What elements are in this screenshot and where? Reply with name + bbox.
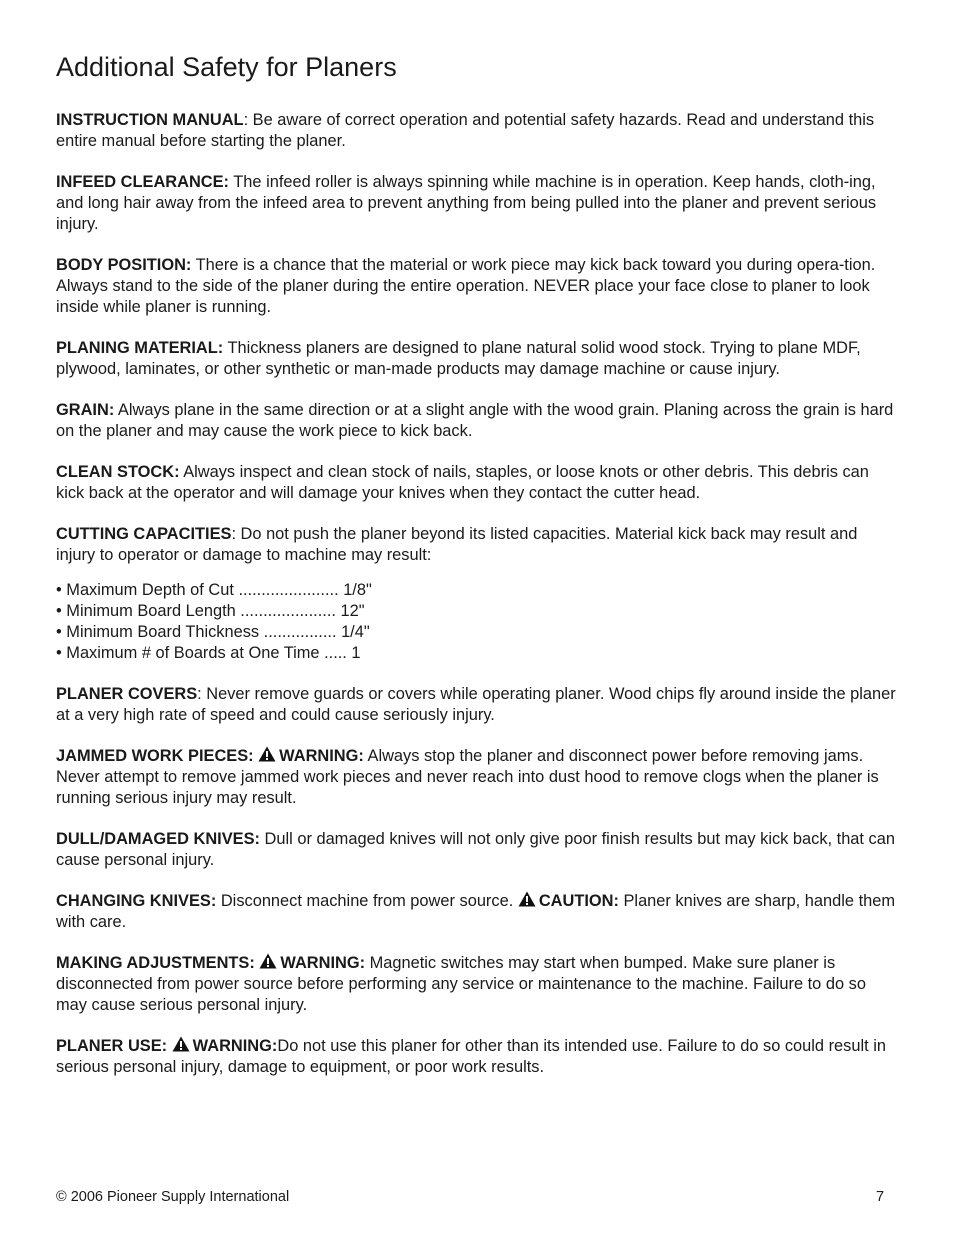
instruction-manual-label: INSTRUCTION MANUAL <box>56 111 244 129</box>
jammed-work-pieces-paragraph <box>56 746 901 809</box>
list-item: • Minimum Board Length ..................... 12" <box>56 602 365 620</box>
warning-triangle-icon <box>259 953 277 969</box>
cutting-capacities-text: : Do not push the planer beyond its listed capacities. Material kick back may result and injury to operator or damage to machine may result: <box>56 525 858 564</box>
safety-content <box>56 110 901 1098</box>
planing-material-text: Thickness planers are designed to plane natural solid wood stock. Trying to plane MDF, plywood, laminates, or other synthetic or man-made products may damage machine or cause injury. <box>56 339 861 378</box>
changing-knives-paragraph <box>56 891 901 933</box>
infeed-clearance-text: The infeed roller is always spinning while machine is in operation. Keep hands, cloth-ing, and long hair away from the infeed area to prevent anything from being pulled into the planer and prevent serious injury. <box>56 173 877 233</box>
clean-stock-label: CLEAN STOCK: <box>56 463 180 481</box>
jammed-work-pieces-label: JAMMED WORK PIECES: <box>56 747 254 765</box>
planing-material-label: PLANING MATERIAL: <box>56 339 224 357</box>
instruction-manual-paragraph <box>56 110 901 152</box>
body-position-label: BODY POSITION: <box>56 256 192 274</box>
body-position-text: There is a chance that the material or work piece may kick back toward you during opera-tion. Always stand to the side of the planer during the entire operation. NEVER place your face close to planer to look inside while planer is running. <box>56 256 876 316</box>
making-adjustments-warning-label: WARNING: <box>280 954 366 972</box>
making-adjustments-text: Magnetic switches may start when bumped. Make sure planer is disconnected from power source before performing any service or maintenance to the machine. Failure to do so may cause serious personal injury. <box>56 954 866 1014</box>
list-item: • Maximum # of Boards at One Time ..... 1 <box>56 644 361 662</box>
infeed-clearance-paragraph <box>56 172 901 235</box>
clean-stock-paragraph <box>56 462 901 504</box>
list-item: • Minimum Board Thickness ................ 1/4" <box>56 623 370 641</box>
planer-use-warning-label: WARNING: <box>192 1037 278 1055</box>
grain-label: GRAIN: <box>56 401 115 419</box>
warning-triangle-icon <box>258 746 276 762</box>
jammed-work-pieces-text: Always stop the planer and disconnect power before removing jams. Never attempt to remove jammed work pieces and never reach into dust hood to remove clogs when the planer is running serious injury may result. <box>56 747 879 807</box>
making-adjustments-label: MAKING ADJUSTMENTS: <box>56 954 255 972</box>
grain-text: Always plane in the same direction or at a slight angle with the wood grain. Planing across the grain is hard on the planer and may cause the work piece to kick back. <box>56 401 894 440</box>
capacities-list <box>56 580 901 664</box>
infeed-clearance-label: INFEED CLEARANCE: <box>56 173 230 191</box>
list-item: • Maximum Depth of Cut ...................... 1/8" <box>56 581 372 599</box>
footer-copyright: © 2006 Pioneer Supply International <box>56 1189 290 1205</box>
dull-damaged-knives-text: Dull or damaged knives will not only give poor finish results but may kick back, that can cause personal injury. <box>56 830 895 869</box>
making-adjustments-paragraph <box>56 953 901 1016</box>
planer-use-text: Do not use this planer for other than its intended use. Failure to do so could result in serious personal injury, damage to equipment, or poor work results. <box>56 1037 886 1076</box>
grain-paragraph <box>56 400 901 442</box>
dull-damaged-knives-label: DULL/DAMAGED KNIVES: <box>56 830 260 848</box>
clean-stock-text: Always inspect and clean stock of nails, staples, or loose knots or other debris. This debris can kick back at the operator and will damage your knives when they contact the cutter head. <box>56 463 869 502</box>
warning-triangle-icon <box>172 1036 190 1052</box>
planer-covers-paragraph <box>56 684 901 726</box>
page-number: 7 <box>876 1189 885 1205</box>
changing-knives-text2: Planer knives are sharp, handle them with care. <box>56 892 896 931</box>
planing-material-paragraph <box>56 338 901 380</box>
cutting-capacities-paragraph <box>56 524 901 566</box>
cutting-capacities-label: CUTTING CAPACITIES <box>56 525 232 543</box>
planer-covers-label: PLANER COVERS <box>56 685 198 703</box>
body-position-paragraph <box>56 255 901 318</box>
jammed-work-pieces-warning-label: WARNING: <box>279 747 364 765</box>
changing-knives-caution-label: CAUTION: <box>538 892 619 910</box>
instruction-manual-text: : Be aware of correct operation and potential safety hazards. Read and understand this entire manual before starting the planer. <box>56 111 875 150</box>
changing-knives-label: CHANGING KNIVES: <box>56 892 217 910</box>
planer-covers-text: : Never remove guards or covers while operating planer. Wood chips fly around inside the planer at a very high rate of speed and could cause seriously injury. <box>56 685 896 724</box>
planer-use-label: PLANER USE: <box>56 1037 168 1055</box>
page-title: Additional Safety for Planers <box>56 52 397 82</box>
planer-use-paragraph <box>56 1036 901 1078</box>
warning-triangle-icon <box>518 891 536 907</box>
dull-damaged-knives-paragraph <box>56 829 901 871</box>
changing-knives-text: Disconnect machine from power source. <box>216 892 518 910</box>
